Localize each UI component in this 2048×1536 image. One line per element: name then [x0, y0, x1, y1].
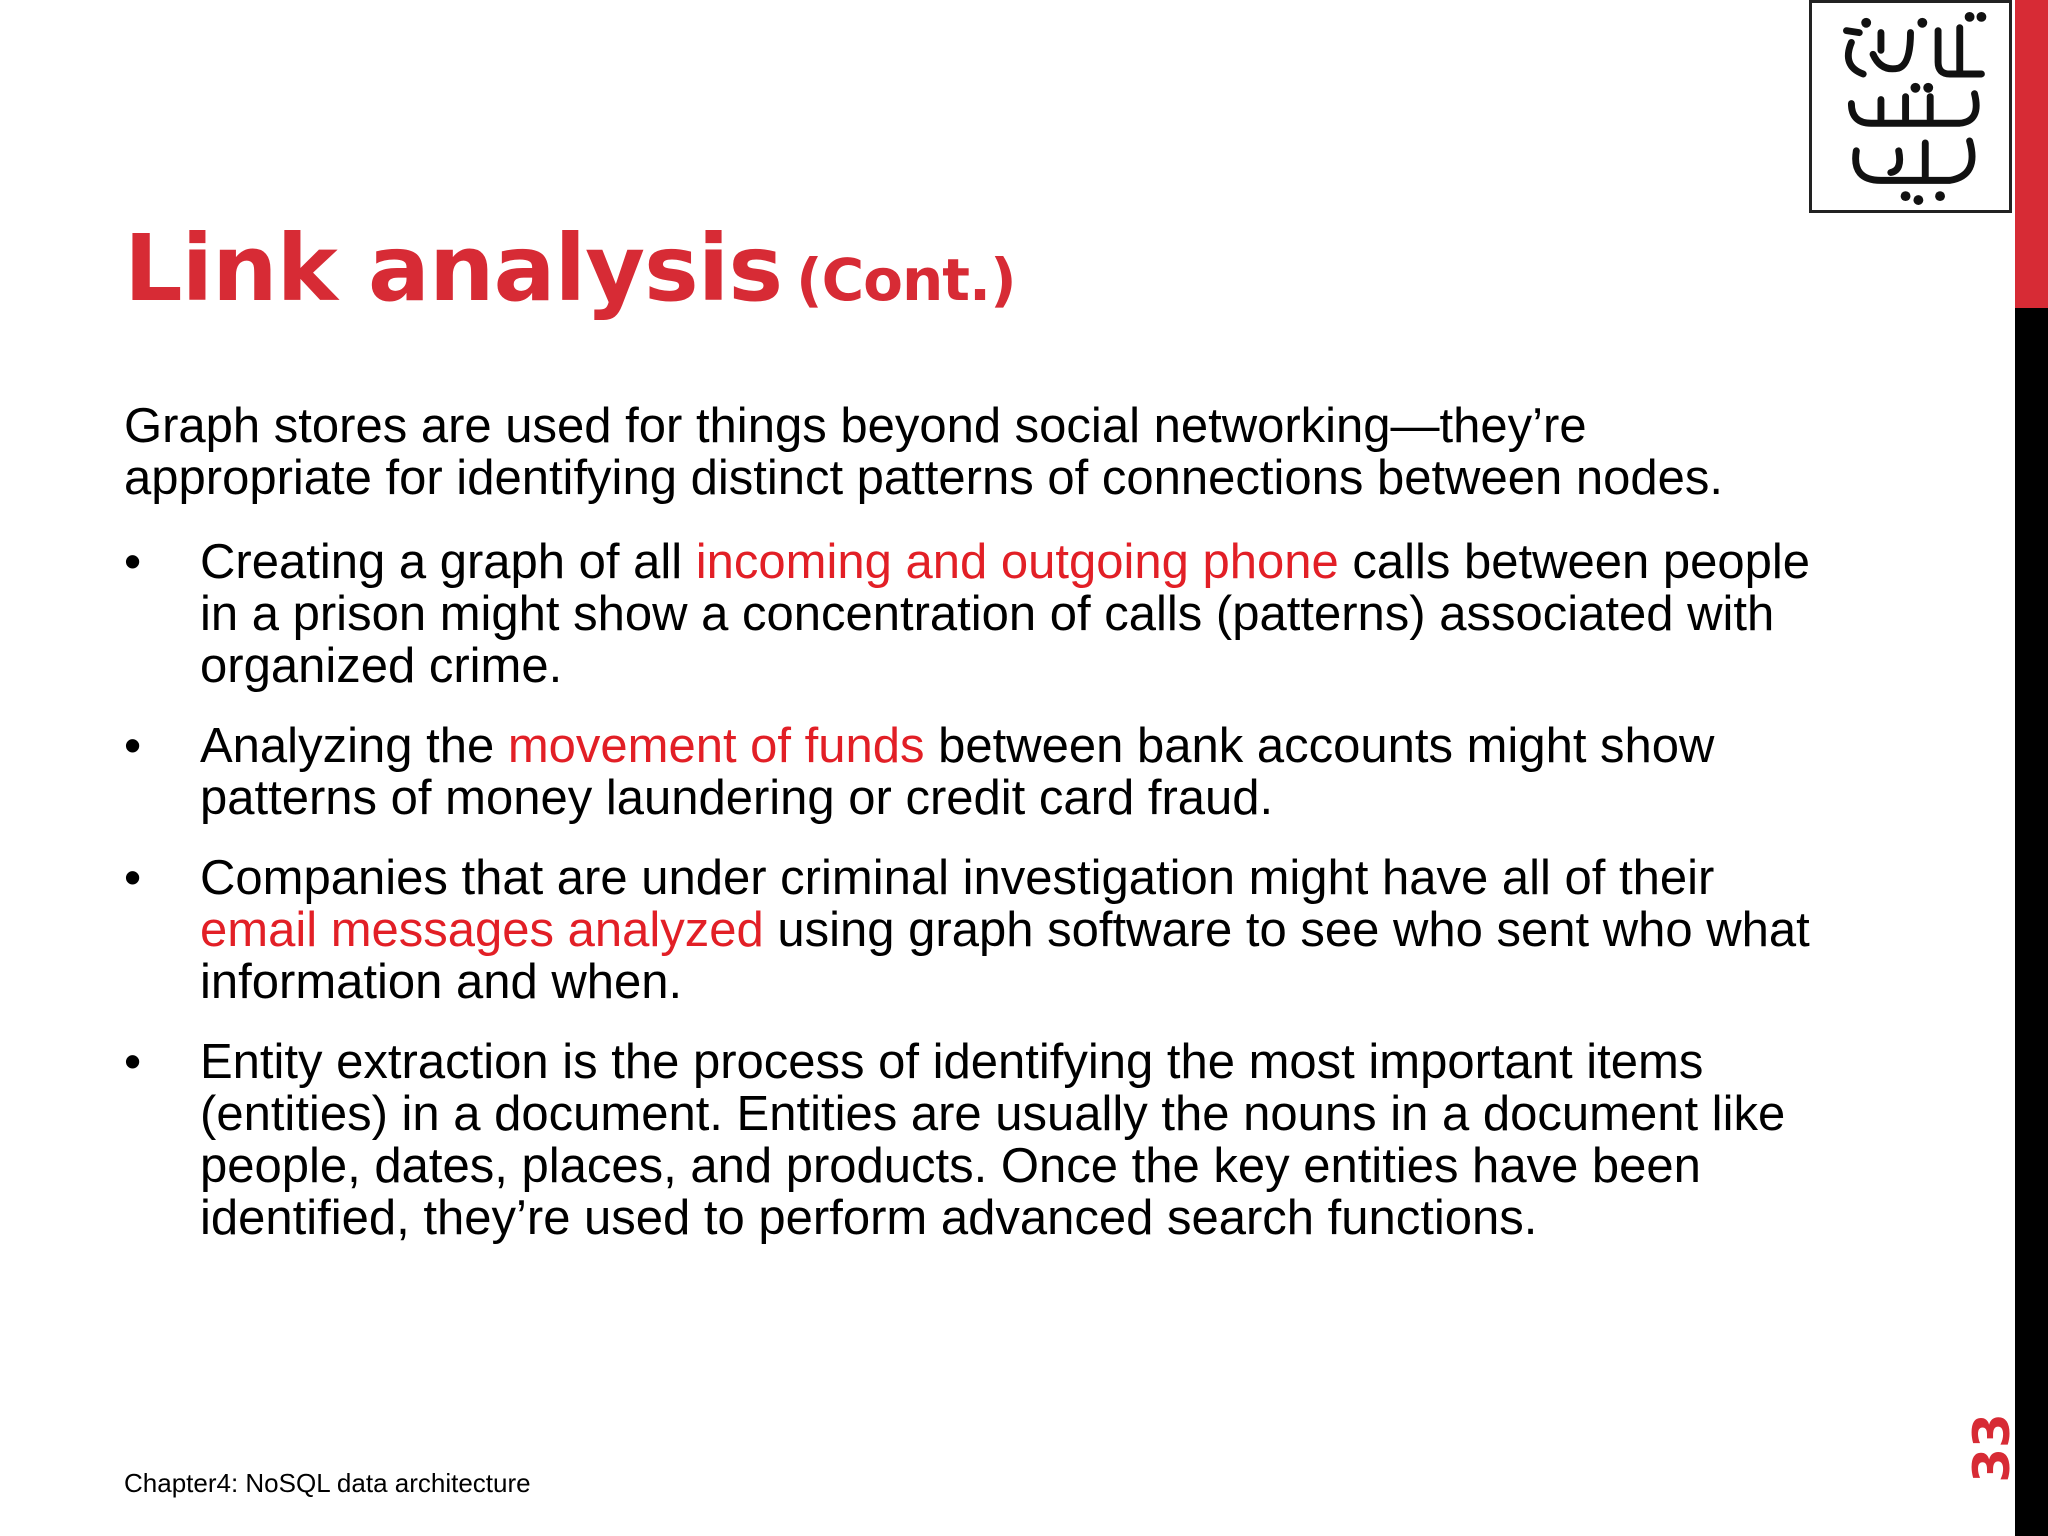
edge-dark-bar	[2015, 308, 2048, 1536]
bullet-highlight: incoming and outgoing phone	[695, 535, 1339, 589]
bullet-text: Entity extraction is the process of identifying the most important items (entities) in a document. Entities are usually the nouns in a document like people, dates, places, and products. Once the key entities have been identified, they’re used to perform advanced search functions.	[200, 1035, 1786, 1245]
slide-title	[124, 215, 1016, 322]
bullet-item	[124, 536, 1824, 692]
intro-paragraph: Graph stores are used for things beyond social networking—they’re appropriate for identifying distinct patterns of connections between nodes.	[124, 399, 1723, 505]
bullet-item	[124, 852, 1824, 1008]
page-number: 33	[1963, 1413, 2021, 1483]
bullet-text: Analyzing the	[200, 719, 508, 773]
bullet-text: calls between people in a prison might show a concentration of calls (patterns) associated with organized crime.	[200, 535, 1810, 693]
slide-footer: Chapter4: NoSQL data architecture	[124, 1468, 531, 1498]
edge-accent-bar	[2015, 0, 2048, 308]
university-seal-icon	[1809, 0, 2012, 213]
bullet-highlight: email messages analyzed	[200, 903, 764, 957]
bullet-list	[124, 536, 1824, 1244]
bullet-highlight: movement of funds	[507, 719, 925, 773]
bullet-text: Companies that are under criminal investigation might have all of their	[200, 851, 1715, 905]
bullet-text: using graph software to see who sent who what information and when.	[200, 903, 1810, 1009]
bullet-text: between bank accounts might show patterns of money laundering or credit card fraud.	[200, 719, 1715, 825]
bullet-item	[124, 1036, 1824, 1244]
bullet-text: Creating a graph of all	[200, 535, 696, 589]
slide-body	[124, 400, 1824, 1272]
bullet-item	[124, 720, 1824, 824]
title-main: Link analysis	[124, 215, 783, 322]
title-sub: (Cont.)	[796, 246, 1016, 314]
